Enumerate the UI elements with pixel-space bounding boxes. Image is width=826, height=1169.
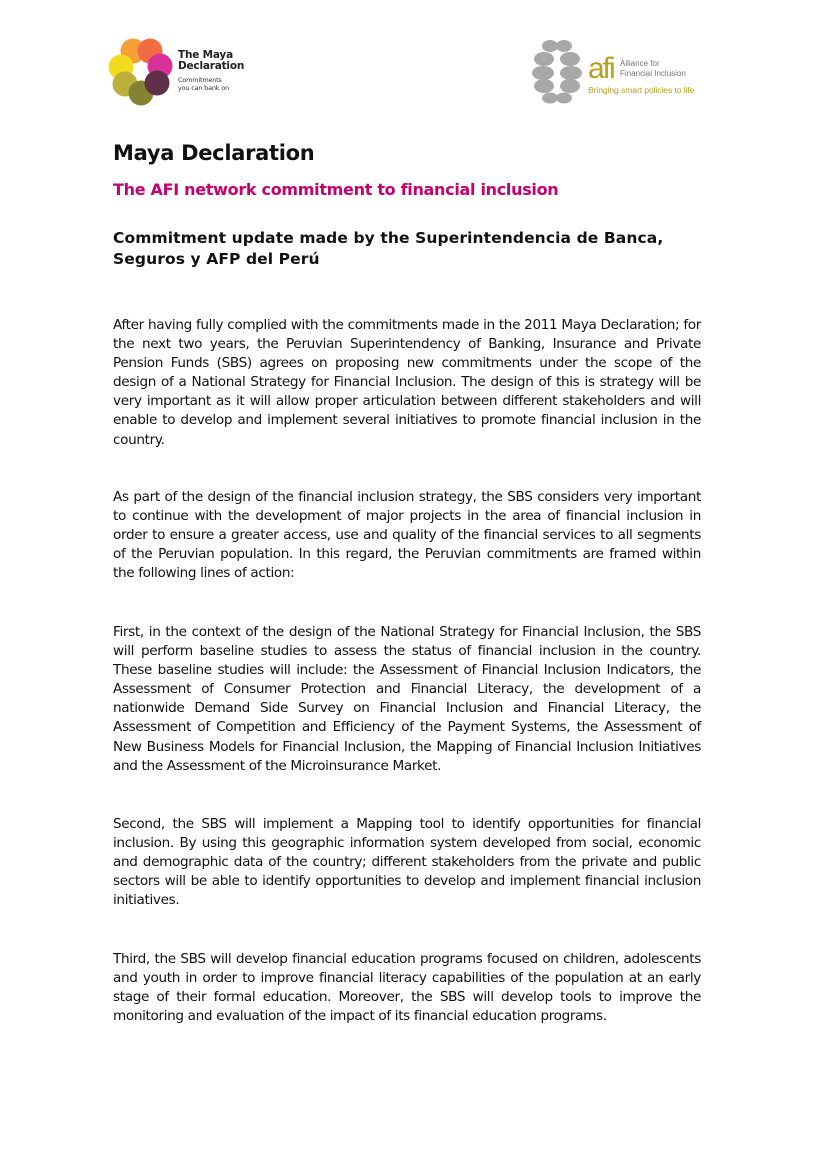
maya-logo-title-line2: Declaration: [178, 60, 245, 72]
paragraph-third-commitment: [113, 950, 701, 1026]
paragraph-text: As part of the design of the financial inclusion strategy, the SBS considers very important to continue with the development of major projects in the area of financial inclusion in order to ensure a greater access, use and quality of the financial services to all segments of the Peruvian population. In this regard, the Peruvian commitments are framed within the following lines of action:: [113, 489, 701, 582]
maya-declaration-logo: [106, 36, 256, 106]
commitment-heading-line2: Seguros y AFP del Perú: [113, 250, 320, 268]
document-subtitle: The AFI network commitment to financial inclusion: [113, 180, 559, 199]
paragraph-intro: [113, 316, 701, 450]
paragraph-text: Second, the SBS will implement a Mapping tool to identify opportunities for financial inclusion. By using this geographic information system developed from social, economic and demographic data of the country; different stakeholders from the private and public sectors will be able to identify opportunities to develop and implement financial inclusion initiatives.: [113, 816, 701, 909]
afi-emblem-icon: [532, 38, 588, 104]
paragraph-text: After having fully complied with the commitments made in the 2011 Maya Declaration; for the next two years, the Peruvian Superintendency of Banking, Insurance and Private Pension Funds (SBS) agrees on proposing new commitments under the scope of the design of a National Strategy for Financial Inclusion. The design of this is strategy will be very important as it will allow proper articulation between different stakeholders and will enable to develop and implement several initiatives to promote financial inclusion in the country.: [113, 317, 701, 448]
maya-flower-icon: [106, 36, 178, 106]
maya-logo-subtitle-line2: you can bank on: [178, 84, 229, 92]
afi-tagline: Bringing smart policies to life: [588, 85, 695, 95]
afi-name-line2: Financial Inclusion: [620, 68, 686, 78]
commitment-heading: [113, 228, 713, 270]
afi-mark: afi: [588, 52, 614, 85]
afi-logo: [532, 38, 722, 104]
afi-name-line1: Alliance for: [620, 59, 660, 68]
commitment-heading-line1: Commitment update made by the Superintendencia de Banca,: [113, 229, 664, 247]
paragraph-text: Third, the SBS will develop financial education programs focused on children, adolescents and youth in order to improve financial literacy capabilities of the population at an early stage of their formal education. Moreover, the SBS will develop tools to improve the monitoring and evaluation of the impact of its financial education programs.: [113, 951, 701, 1025]
paragraph-text: First, in the context of the design of the National Strategy for Financial Inclusion, the SBS will perform baseline studies to assess the status of financial inclusion in the country. These baseline studies will include: the Assessment of Financial Inclusion Indicators, the Assessment of Consumer Protection and Financial Literacy, the development of a nationwide Demand Side Survey on Financial Inclusion and Financial Literacy, the Assessment of Competition and Efficiency of the Payment Systems, the Assessment of New Business Models for Financial Inclusion, the Mapping of Financial Inclusion Initiatives and the Assessment of the Microinsurance Market.: [113, 624, 701, 774]
paragraph-second-commitment: [113, 815, 701, 910]
paragraph-first-commitment: [113, 623, 701, 776]
paragraph-strategy: [113, 488, 701, 583]
document-title: Maya Declaration: [113, 141, 315, 165]
maya-logo-title-line1: The Maya: [178, 49, 233, 61]
maya-logo-subtitle-line1: Commitments: [178, 76, 222, 84]
